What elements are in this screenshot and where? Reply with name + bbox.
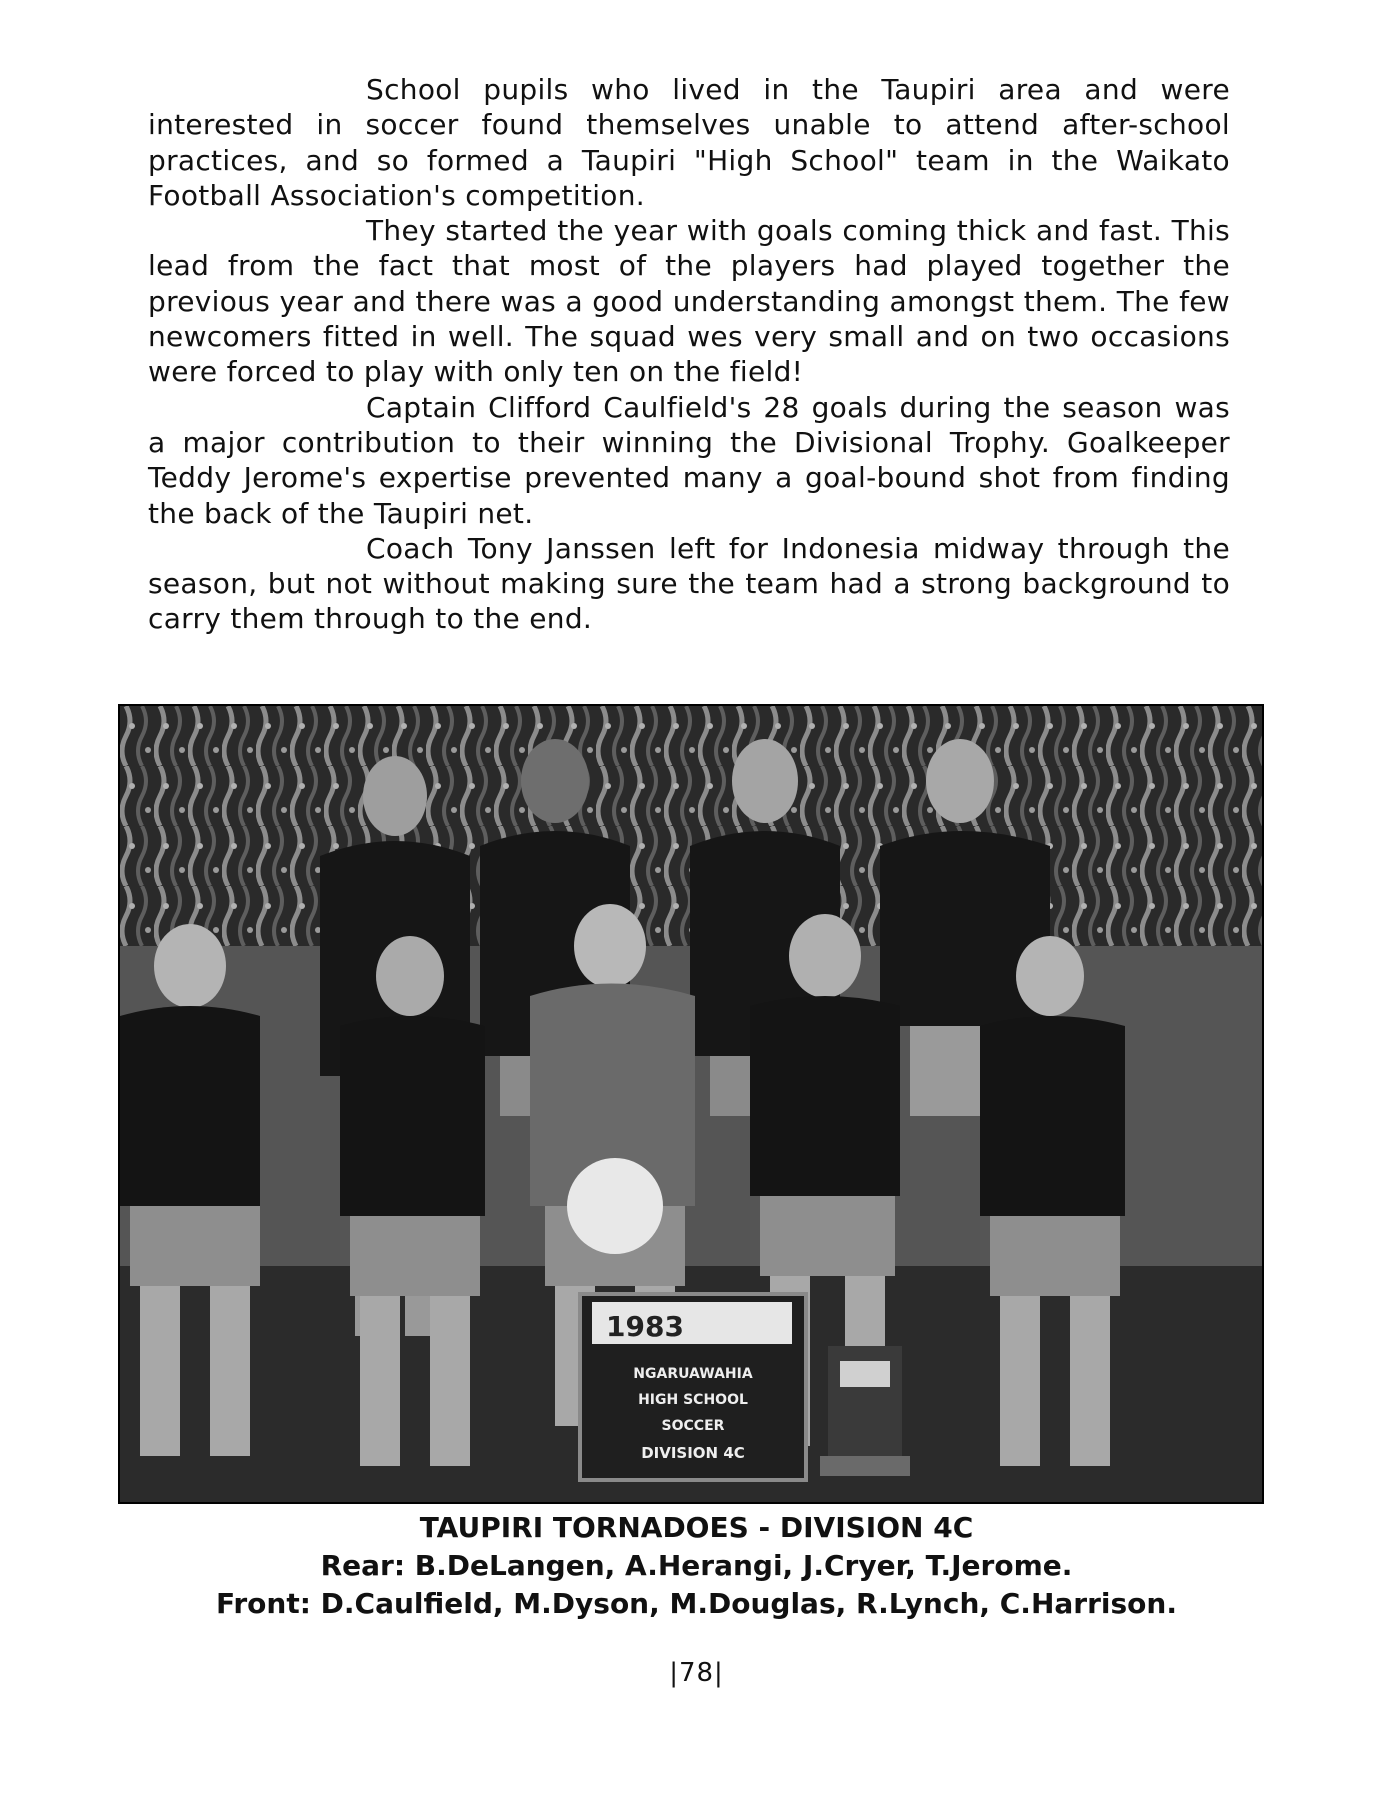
paragraph-4: Coach Tony Janssen left for Indonesia midway through the season, but not without making sure the team had a strong background to carry them through to the end. bbox=[148, 531, 1230, 636]
article-text bbox=[148, 72, 1230, 637]
sign-line-4: DIVISION 4C bbox=[641, 1444, 745, 1462]
trophy-icon bbox=[820, 1346, 910, 1476]
sign-line-1: NGARUAWAHIA bbox=[633, 1366, 753, 1382]
soccer-ball-icon bbox=[567, 1158, 663, 1254]
paragraph-2: They started the year with goals coming thick and fast. This lead from the fact that most of the players had played together the previous year and there was a good understanding amongst them. The few newcomers fitted in well. The squad wes very small and on two occasions were forced to play with only ten on the field! bbox=[148, 214, 1230, 389]
sign-year: 1983 bbox=[606, 1310, 684, 1343]
photo-caption-title: TAUPIRI TORNADOES - DIVISION 4C bbox=[419, 1511, 974, 1544]
photo-caption-rear: Rear: B.DeLangen, A.Herangi, J.Cryer, T.Jerome. bbox=[320, 1549, 1073, 1582]
photo-caption-front: Front: D.Caulfield, M.Dyson, M.Douglas, R.Lynch, C.Harrison. bbox=[216, 1587, 1177, 1620]
sign-line-2: HIGH SCHOOL bbox=[638, 1392, 748, 1408]
page-number: |78| bbox=[669, 1658, 724, 1688]
team-photo bbox=[118, 704, 1264, 1504]
sign-line-3: SOCCER bbox=[661, 1418, 725, 1434]
paragraph-1: School pupils who lived in the Taupiri area and were interested in soccer found themselves unable to attend after-school practices, and so formed a Taupiri "High School" team in the Waikato Football Association's competition. bbox=[148, 73, 1230, 212]
team-sign bbox=[580, 1294, 806, 1480]
paragraph-3: Captain Clifford Caulfield's 28 goals during the season was a major contribution to their winning the Divisional Trophy. Goalkeeper Teddy Jerome's expertise prevented many a goal-bound shot from finding the back of the Taupiri net. bbox=[148, 390, 1230, 530]
